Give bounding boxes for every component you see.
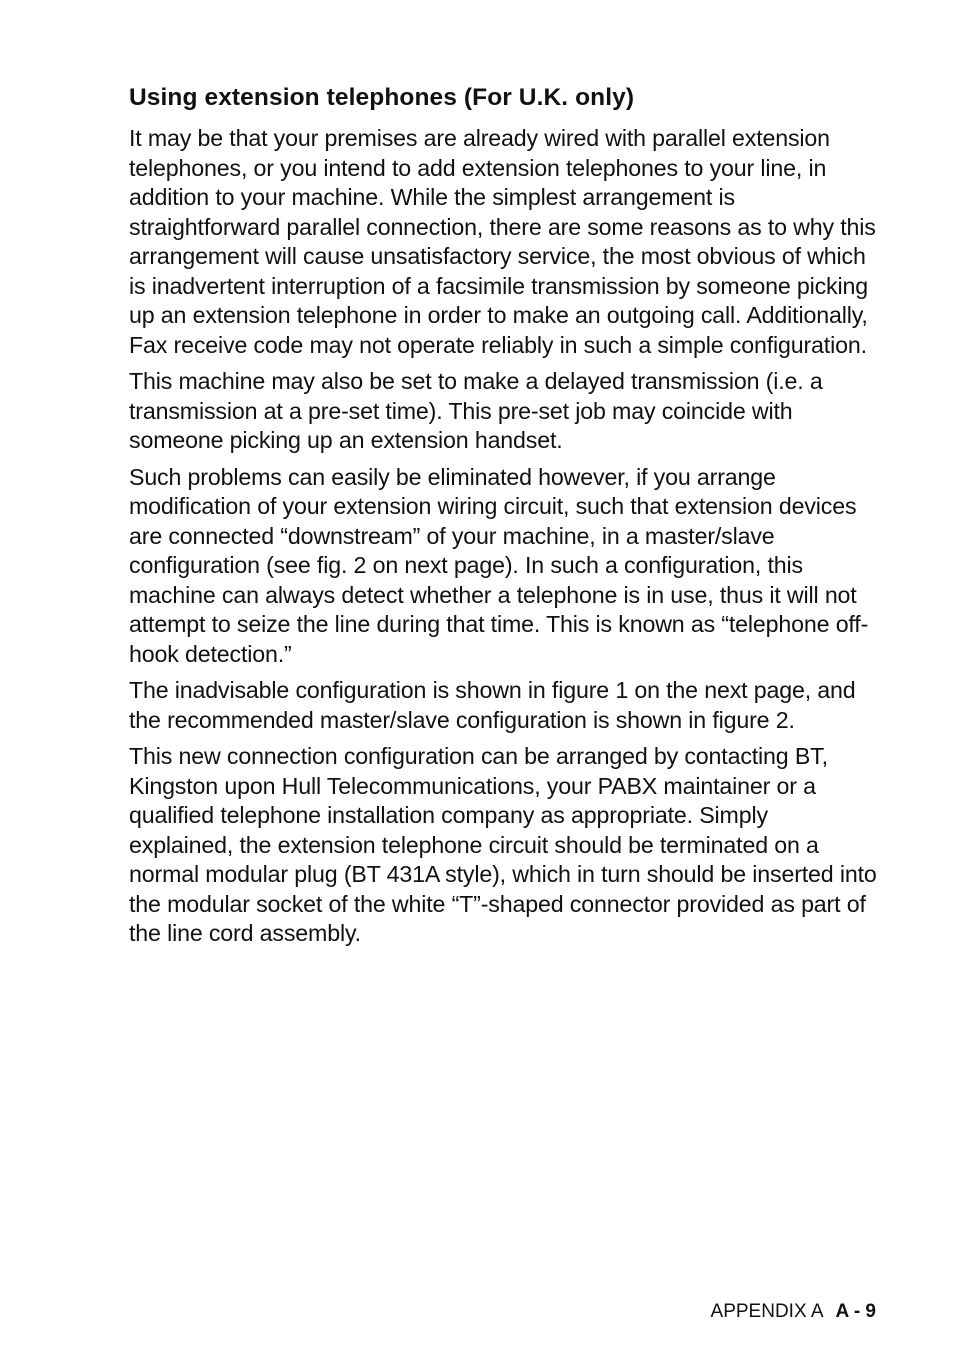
page-footer — [711, 1300, 876, 1324]
section-heading: Using extension telephones (For U.K. only) — [129, 84, 635, 111]
paragraph-1: It may be that your premises are already wired with parallel extension telephones, or you intend to add extension telephones to your line, in addition to your machine. While the simplest arrangement is straightforward parallel connection, there are some reasons as to why this arrangement will cause unsatisfactory service, the most obvious of which is inadvertent interruption of a facsimile transmission by someone picking up an extension telephone in order to make an outgoing call. Additionally, Fax receive code may not operate reliably in such a simple configuration. — [129, 125, 876, 358]
page-content — [129, 82, 877, 956]
paragraph-2: This machine may also be set to make a delayed transmission (i.e. a transmission at a pre-set time). This pre-set job may coincide with someone picking up an extension handset. — [129, 368, 823, 453]
footer-section-label: APPENDIX A — [710, 1301, 824, 1322]
footer-page-number: A - 9 — [835, 1301, 876, 1322]
paragraph-4: The inadvisable configuration is shown in figure 1 on the next page, and the recommended master/slave configuration is shown in figure 2. — [129, 677, 856, 733]
paragraph-3: Such problems can easily be eliminated however, if you arrange modification of your extension wiring circuit, such that extension devices are connected “downstream” of your machine, in a master/slave configuration (see fig. 2 on next page). In such a configuration, this machine can always detect whether a telephone is in use, thus it will not attempt to seize the line during that time. This is known as “telephone off-hook detection.” — [129, 463, 869, 667]
paragraph-5: This new connection configuration can be arranged by contacting BT, Kingston upon Hull Telecommunications, your PABX maintainer or a qualified telephone installation company as appropriate. Simply explained, the extension telephone circuit should be terminated on a normal modular plug (BT 431A style), which in turn should be inserted into the modular socket of the white “T”-shaped connector provided as part of the line cord assembly. — [129, 743, 877, 946]
